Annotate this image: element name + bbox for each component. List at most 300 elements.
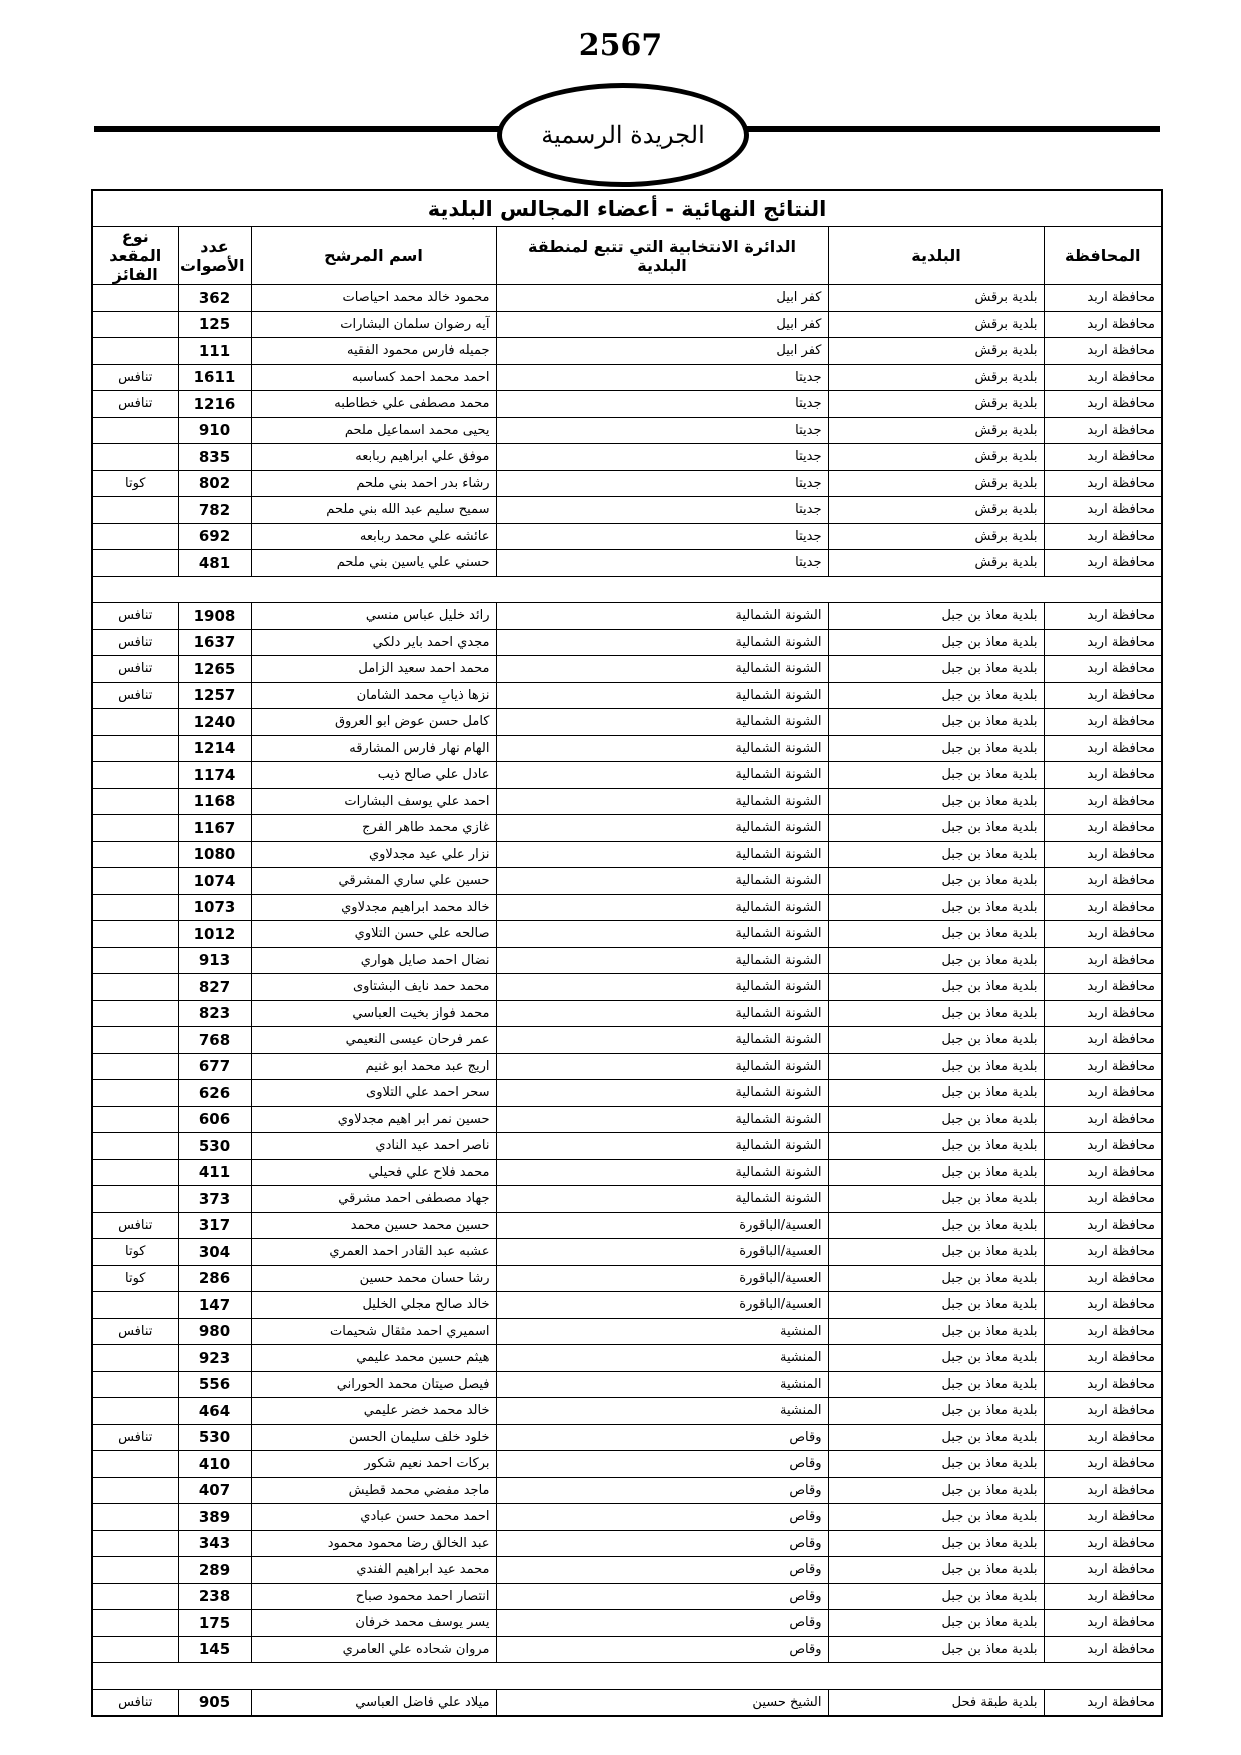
candidate-name-cell: يسر يوسف محمد خرفان xyxy=(251,1610,496,1637)
municipality-cell: بلدية معاذ بن جبل xyxy=(828,868,1044,895)
table-row xyxy=(92,1318,1162,1345)
district-cell: العسية/الباقورة xyxy=(496,1292,828,1319)
governorate-cell: محافظة اربد xyxy=(1044,709,1162,736)
municipality-cell: بلدية معاذ بن جبل xyxy=(828,1398,1044,1425)
votes-cell: 782 xyxy=(178,497,251,524)
municipality-cell: بلدية معاذ بن جبل xyxy=(828,1451,1044,1478)
table-row xyxy=(92,1424,1162,1451)
candidate-name-cell: خالد صالح مجلي الخليل xyxy=(251,1292,496,1319)
table-row xyxy=(92,1345,1162,1372)
table-row xyxy=(92,1689,1162,1716)
governorate-cell: محافظة اربد xyxy=(1044,391,1162,418)
district-cell: الشونة الشمالية xyxy=(496,735,828,762)
header-votes: عدد الأصوات xyxy=(178,227,251,285)
candidate-name-cell: ناصر احمد عيد النادي xyxy=(251,1133,496,1160)
candidate-name-cell: صالحه علي حسن التلاوي xyxy=(251,921,496,948)
seat-type-cell: تنافس xyxy=(92,391,178,418)
votes-cell: 1214 xyxy=(178,735,251,762)
district-cell: الشونة الشمالية xyxy=(496,1106,828,1133)
candidate-name-cell: جميله فارس محمود الفقيه xyxy=(251,338,496,365)
votes-cell: 980 xyxy=(178,1318,251,1345)
seat-type-cell xyxy=(92,788,178,815)
governorate-cell: محافظة اربد xyxy=(1044,921,1162,948)
seat-type-cell xyxy=(92,1530,178,1557)
candidate-name-cell: رشا حسان محمد حسين xyxy=(251,1265,496,1292)
candidate-name-cell: نزار علي عيد مجدلاوي xyxy=(251,841,496,868)
votes-cell: 606 xyxy=(178,1106,251,1133)
district-cell: الشونة الشمالية xyxy=(496,1159,828,1186)
governorate-cell: محافظة اربد xyxy=(1044,1318,1162,1345)
seat-type-cell: تنافس xyxy=(92,656,178,683)
seat-type-cell xyxy=(92,1371,178,1398)
seat-type-cell xyxy=(92,762,178,789)
table-row xyxy=(92,629,1162,656)
seat-type-cell xyxy=(92,1000,178,1027)
district-cell: الشونة الشمالية xyxy=(496,709,828,736)
governorate-cell: محافظة اربد xyxy=(1044,523,1162,550)
governorate-cell: محافظة اربد xyxy=(1044,1477,1162,1504)
seat-type-cell xyxy=(92,1292,178,1319)
municipality-cell: بلدية معاذ بن جبل xyxy=(828,1133,1044,1160)
district-cell: جديتا xyxy=(496,497,828,524)
seat-type-cell xyxy=(92,417,178,444)
district-cell: جديتا xyxy=(496,417,828,444)
table-row xyxy=(92,1080,1162,1107)
seat-type-cell xyxy=(92,497,178,524)
governorate-cell: محافظة اربد xyxy=(1044,682,1162,709)
table-row xyxy=(92,1186,1162,1213)
municipality-cell: بلدية برقش xyxy=(828,364,1044,391)
table-row xyxy=(92,1583,1162,1610)
municipality-cell: بلدية برقش xyxy=(828,523,1044,550)
municipality-cell: بلدية معاذ بن جبل xyxy=(828,1106,1044,1133)
municipality-cell: بلدية معاذ بن جبل xyxy=(828,1530,1044,1557)
municipality-cell: بلدية معاذ بن جبل xyxy=(828,1318,1044,1345)
governorate-cell: محافظة اربد xyxy=(1044,1610,1162,1637)
municipality-cell: بلدية معاذ بن جبل xyxy=(828,682,1044,709)
votes-cell: 910 xyxy=(178,417,251,444)
candidate-name-cell: نزها ذيابِ محمد الشامان xyxy=(251,682,496,709)
municipality-cell: بلدية برقش xyxy=(828,311,1044,338)
candidate-name-cell: عادل علي صالح ذيب xyxy=(251,762,496,789)
district-cell: وقاص xyxy=(496,1477,828,1504)
table-row xyxy=(92,1027,1162,1054)
candidate-name-cell: محمد فواز بخيت العباسي xyxy=(251,1000,496,1027)
table-row xyxy=(92,603,1162,630)
governorate-cell: محافظة اربد xyxy=(1044,444,1162,471)
results-body xyxy=(92,285,1162,1717)
district-cell: جديتا xyxy=(496,444,828,471)
results-table xyxy=(91,189,1163,1717)
municipality-cell: بلدية معاذ بن جبل xyxy=(828,894,1044,921)
district-cell: الشونة الشمالية xyxy=(496,629,828,656)
seat-type-cell xyxy=(92,1636,178,1663)
votes-cell: 530 xyxy=(178,1133,251,1160)
municipality-cell: بلدية معاذ بن جبل xyxy=(828,1265,1044,1292)
municipality-cell: بلدية برقش xyxy=(828,497,1044,524)
candidate-name-cell: احمد محمد احمد كساسبه xyxy=(251,364,496,391)
governorate-cell: محافظة اربد xyxy=(1044,788,1162,815)
votes-cell: 1240 xyxy=(178,709,251,736)
candidate-name-cell: آيه رضوان سلمان البشارات xyxy=(251,311,496,338)
governorate-cell: محافظة اربد xyxy=(1044,1345,1162,1372)
district-cell: الشونة الشمالية xyxy=(496,788,828,815)
district-cell: العسية/الباقورة xyxy=(496,1239,828,1266)
seat-type-cell xyxy=(92,1133,178,1160)
votes-cell: 802 xyxy=(178,470,251,497)
municipality-cell: بلدية معاذ بن جبل xyxy=(828,1239,1044,1266)
table-row xyxy=(92,841,1162,868)
district-cell: الشونة الشمالية xyxy=(496,815,828,842)
district-cell: العسية/الباقورة xyxy=(496,1212,828,1239)
municipality-cell: بلدية معاذ بن جبل xyxy=(828,603,1044,630)
candidate-name-cell: الهام نهار فارس المشارقه xyxy=(251,735,496,762)
governorate-cell: محافظة اربد xyxy=(1044,1027,1162,1054)
table-row xyxy=(92,1636,1162,1663)
votes-cell: 238 xyxy=(178,1583,251,1610)
district-cell: الشونة الشمالية xyxy=(496,947,828,974)
votes-cell: 1257 xyxy=(178,682,251,709)
district-cell: الشونة الشمالية xyxy=(496,921,828,948)
votes-cell: 768 xyxy=(178,1027,251,1054)
district-cell: جديتا xyxy=(496,523,828,550)
governorate-cell: محافظة اربد xyxy=(1044,417,1162,444)
district-cell: الشونة الشمالية xyxy=(496,974,828,1001)
district-cell: الشونة الشمالية xyxy=(496,656,828,683)
table-row xyxy=(92,894,1162,921)
table-row xyxy=(92,974,1162,1001)
governorate-cell: محافظة اربد xyxy=(1044,1265,1162,1292)
table-row xyxy=(92,682,1162,709)
table-row xyxy=(92,311,1162,338)
district-cell: وقاص xyxy=(496,1424,828,1451)
candidate-name-cell: مجدي احمد باير دلكي xyxy=(251,629,496,656)
candidate-name-cell: خالد محمد ابراهيم مجدلاوي xyxy=(251,894,496,921)
votes-cell: 175 xyxy=(178,1610,251,1637)
district-cell: الشونة الشمالية xyxy=(496,762,828,789)
table-row xyxy=(92,1239,1162,1266)
governorate-cell: محافظة اربد xyxy=(1044,1000,1162,1027)
governorate-cell: محافظة اربد xyxy=(1044,735,1162,762)
seat-type-cell xyxy=(92,947,178,974)
table-row xyxy=(92,947,1162,974)
candidate-name-cell: فيصل صيتان محمد الحوراني xyxy=(251,1371,496,1398)
candidate-name-cell: محمد احمد سعيد الزامل xyxy=(251,656,496,683)
candidate-name-cell: محمد حمد نايف البشتاوى xyxy=(251,974,496,1001)
municipality-cell: بلدية معاذ بن جبل xyxy=(828,656,1044,683)
municipality-cell: بلدية معاذ بن جبل xyxy=(828,788,1044,815)
candidate-name-cell: عشبه عبد القادر احمد العمري xyxy=(251,1239,496,1266)
municipality-cell: بلدية معاذ بن جبل xyxy=(828,1345,1044,1372)
municipality-cell: بلدية معاذ بن جبل xyxy=(828,1292,1044,1319)
votes-cell: 913 xyxy=(178,947,251,974)
seat-type-cell: تنافس xyxy=(92,1424,178,1451)
district-cell: الشونة الشمالية xyxy=(496,682,828,709)
candidate-name-cell: حسين علي ساري المشرقي xyxy=(251,868,496,895)
district-cell: العسية/الباقورة xyxy=(496,1265,828,1292)
candidate-name-cell: موفق علي ابراهيم ربابعه xyxy=(251,444,496,471)
seat-type-cell xyxy=(92,523,178,550)
candidate-name-cell: حسني علي ياسين بني ملحم xyxy=(251,550,496,577)
municipality-cell: بلدية برقش xyxy=(828,417,1044,444)
candidate-name-cell: سميح سليم عبد الله بني ملحم xyxy=(251,497,496,524)
district-cell: المنشية xyxy=(496,1318,828,1345)
municipality-cell: بلدية برقش xyxy=(828,391,1044,418)
votes-cell: 827 xyxy=(178,974,251,1001)
table-row xyxy=(92,1557,1162,1584)
group-separator xyxy=(92,1663,1162,1690)
votes-cell: 626 xyxy=(178,1080,251,1107)
votes-cell: 1265 xyxy=(178,656,251,683)
candidate-name-cell: سحر احمد علي التلاوى xyxy=(251,1080,496,1107)
candidate-name-cell: نضال احمد صايل هواري xyxy=(251,947,496,974)
district-cell: وقاص xyxy=(496,1610,828,1637)
seat-type-cell xyxy=(92,709,178,736)
votes-cell: 905 xyxy=(178,1689,251,1716)
governorate-cell: محافظة اربد xyxy=(1044,1133,1162,1160)
governorate-cell: محافظة اربد xyxy=(1044,470,1162,497)
governorate-cell: محافظة اربد xyxy=(1044,1106,1162,1133)
seat-type-cell: كوتا xyxy=(92,1239,178,1266)
governorate-cell: محافظة اربد xyxy=(1044,1159,1162,1186)
governorate-cell: محافظة اربد xyxy=(1044,629,1162,656)
candidate-name-cell: خالد محمد خضر عليمي xyxy=(251,1398,496,1425)
municipality-cell: بلدية معاذ بن جبل xyxy=(828,1080,1044,1107)
municipality-cell: بلدية معاذ بن جبل xyxy=(828,921,1044,948)
header-municipality: البلدية xyxy=(828,227,1044,285)
candidate-name-cell: عبد الخالق رضا محمود محمود xyxy=(251,1530,496,1557)
table-row xyxy=(92,1265,1162,1292)
district-cell: الشونة الشمالية xyxy=(496,1000,828,1027)
district-cell: الشيخ حسين xyxy=(496,1689,828,1716)
votes-cell: 1174 xyxy=(178,762,251,789)
candidate-name-cell: محمود خالد محمد احياصات xyxy=(251,285,496,312)
governorate-cell: محافظة اربد xyxy=(1044,1239,1162,1266)
votes-cell: 1167 xyxy=(178,815,251,842)
governorate-cell: محافظة اربد xyxy=(1044,1451,1162,1478)
votes-cell: 464 xyxy=(178,1398,251,1425)
table-row xyxy=(92,1398,1162,1425)
seat-type-cell: كوتا xyxy=(92,470,178,497)
seat-type-cell xyxy=(92,1398,178,1425)
votes-cell: 530 xyxy=(178,1424,251,1451)
governorate-cell: محافظة اربد xyxy=(1044,311,1162,338)
governorate-cell: محافظة اربد xyxy=(1044,550,1162,577)
candidate-name-cell: احمد محمد حسن عبادي xyxy=(251,1504,496,1531)
seat-type-cell xyxy=(92,815,178,842)
governorate-cell: محافظة اربد xyxy=(1044,1292,1162,1319)
municipality-cell: بلدية معاذ بن جبل xyxy=(828,1000,1044,1027)
header-seat-type: نوع المقعد الفائز xyxy=(92,227,178,285)
table-row xyxy=(92,391,1162,418)
governorate-cell: محافظة اربد xyxy=(1044,762,1162,789)
municipality-cell: بلدية معاذ بن جبل xyxy=(828,762,1044,789)
municipality-cell: بلدية برقش xyxy=(828,444,1044,471)
candidate-name-cell: محمد فلاح علي فحيلي xyxy=(251,1159,496,1186)
seat-type-cell xyxy=(92,1053,178,1080)
governorate-cell: محافظة اربد xyxy=(1044,868,1162,895)
governorate-cell: محافظة اربد xyxy=(1044,841,1162,868)
votes-cell: 407 xyxy=(178,1477,251,1504)
district-cell: المنشية xyxy=(496,1371,828,1398)
district-cell: الشونة الشمالية xyxy=(496,1186,828,1213)
governorate-cell: محافظة اربد xyxy=(1044,1636,1162,1663)
candidate-name-cell: انتصار احمد محمود صباح xyxy=(251,1583,496,1610)
votes-cell: 835 xyxy=(178,444,251,471)
seat-type-cell xyxy=(92,550,178,577)
table-row xyxy=(92,523,1162,550)
candidate-name-cell: عمر فرحان عيسى النعيمي xyxy=(251,1027,496,1054)
seat-type-cell: تنافس xyxy=(92,1318,178,1345)
district-cell: وقاص xyxy=(496,1583,828,1610)
district-cell: وقاص xyxy=(496,1451,828,1478)
district-cell: وقاص xyxy=(496,1530,828,1557)
votes-cell: 286 xyxy=(178,1265,251,1292)
votes-cell: 1637 xyxy=(178,629,251,656)
table-row xyxy=(92,788,1162,815)
table-row xyxy=(92,1000,1162,1027)
district-cell: وقاص xyxy=(496,1557,828,1584)
votes-cell: 289 xyxy=(178,1557,251,1584)
governorate-cell: محافظة اربد xyxy=(1044,1212,1162,1239)
votes-cell: 389 xyxy=(178,1504,251,1531)
municipality-cell: بلدية معاذ بن جبل xyxy=(828,1610,1044,1637)
governorate-cell: محافظة اربد xyxy=(1044,894,1162,921)
municipality-cell: بلدية معاذ بن جبل xyxy=(828,815,1044,842)
governorate-cell: محافظة اربد xyxy=(1044,285,1162,312)
candidate-name-cell: محمد عيد ابراهيم الفندي xyxy=(251,1557,496,1584)
votes-cell: 317 xyxy=(178,1212,251,1239)
governorate-cell: محافظة اربد xyxy=(1044,1371,1162,1398)
governorate-cell: محافظة اربد xyxy=(1044,1504,1162,1531)
governorate-cell: محافظة اربد xyxy=(1044,1424,1162,1451)
table-row xyxy=(92,364,1162,391)
governorate-cell: محافظة اربد xyxy=(1044,1557,1162,1584)
district-cell: جديتا xyxy=(496,550,828,577)
table-row xyxy=(92,1106,1162,1133)
votes-cell: 111 xyxy=(178,338,251,365)
votes-cell: 373 xyxy=(178,1186,251,1213)
votes-cell: 147 xyxy=(178,1292,251,1319)
votes-cell: 343 xyxy=(178,1530,251,1557)
district-cell: وقاص xyxy=(496,1504,828,1531)
district-cell: وقاص xyxy=(496,1636,828,1663)
district-cell: الشونة الشمالية xyxy=(496,1053,828,1080)
votes-cell: 481 xyxy=(178,550,251,577)
seat-type-cell xyxy=(92,338,178,365)
table-row xyxy=(92,417,1162,444)
table-row xyxy=(92,735,1162,762)
municipality-cell: بلدية معاذ بن جبل xyxy=(828,1053,1044,1080)
governorate-cell: محافظة اربد xyxy=(1044,1080,1162,1107)
municipality-cell: بلدية معاذ بن جبل xyxy=(828,735,1044,762)
group-separator-cell xyxy=(92,576,1162,603)
seat-type-cell xyxy=(92,1451,178,1478)
municipality-cell: بلدية معاذ بن جبل xyxy=(828,1371,1044,1398)
candidate-name-cell: يحيى محمد اسماعيل ملحم xyxy=(251,417,496,444)
district-cell: الشونة الشمالية xyxy=(496,868,828,895)
municipality-cell: بلدية معاذ بن جبل xyxy=(828,1027,1044,1054)
governorate-cell: محافظة اربد xyxy=(1044,947,1162,974)
seat-type-cell xyxy=(92,1106,178,1133)
table-row xyxy=(92,921,1162,948)
votes-cell: 823 xyxy=(178,1000,251,1027)
votes-cell: 1168 xyxy=(178,788,251,815)
table-row xyxy=(92,762,1162,789)
district-cell: كفر ابيل xyxy=(496,338,828,365)
table-row xyxy=(92,550,1162,577)
district-cell: الشونة الشمالية xyxy=(496,603,828,630)
seat-type-cell xyxy=(92,311,178,338)
municipality-cell: بلدية برقش xyxy=(828,285,1044,312)
votes-cell: 304 xyxy=(178,1239,251,1266)
municipality-cell: بلدية معاذ بن جبل xyxy=(828,1186,1044,1213)
votes-cell: 410 xyxy=(178,1451,251,1478)
seat-type-cell xyxy=(92,1557,178,1584)
candidate-name-cell: رائد خليل عباس منسي xyxy=(251,603,496,630)
candidate-name-cell: حسين محمد حسين محمد xyxy=(251,1212,496,1239)
seat-type-cell xyxy=(92,1583,178,1610)
governorate-cell: محافظة اربد xyxy=(1044,603,1162,630)
page-number: 2567 xyxy=(578,28,663,63)
municipality-cell: بلدية معاذ بن جبل xyxy=(828,841,1044,868)
votes-cell: 1216 xyxy=(178,391,251,418)
seat-type-cell xyxy=(92,1477,178,1504)
governorate-cell: محافظة اربد xyxy=(1044,1186,1162,1213)
seat-type-cell xyxy=(92,868,178,895)
district-cell: جديتا xyxy=(496,391,828,418)
governorate-cell: محافظة اربد xyxy=(1044,1689,1162,1716)
municipality-cell: بلدية معاذ بن جبل xyxy=(828,1557,1044,1584)
candidate-name-cell: محمد مصطفى علي خطاطبه xyxy=(251,391,496,418)
district-cell: الشونة الشمالية xyxy=(496,1133,828,1160)
candidate-name-cell: احمد علي يوسف البشارات xyxy=(251,788,496,815)
seat-type-cell: تنافس xyxy=(92,1212,178,1239)
seat-type-cell xyxy=(92,894,178,921)
header-rule-right xyxy=(740,126,1160,132)
table-title: النتائج النهائية - أعضاء المجالس البلدية xyxy=(92,190,1162,227)
candidate-name-cell: اسميري احمد مثقال شحيمات xyxy=(251,1318,496,1345)
candidate-name-cell: بركات احمد نعيم شكور xyxy=(251,1451,496,1478)
district-cell: الشونة الشمالية xyxy=(496,1080,828,1107)
candidate-name-cell: مروان شحاده علي العامري xyxy=(251,1636,496,1663)
seat-type-cell: تنافس xyxy=(92,682,178,709)
seat-type-cell xyxy=(92,285,178,312)
seat-type-cell: كوتا xyxy=(92,1265,178,1292)
seat-type-cell xyxy=(92,1504,178,1531)
candidate-name-cell: غازي محمد طاهر الفرج xyxy=(251,815,496,842)
table-row xyxy=(92,1610,1162,1637)
candidate-name-cell: ميلاد علي فاضل العباسي xyxy=(251,1689,496,1716)
votes-cell: 1074 xyxy=(178,868,251,895)
group-separator xyxy=(92,576,1162,603)
candidate-name-cell: هيثم حسين محمد عليمي xyxy=(251,1345,496,1372)
seat-type-cell xyxy=(92,1186,178,1213)
gazette-title: الجريدة الرسمية xyxy=(541,121,705,149)
table-row xyxy=(92,1292,1162,1319)
municipality-cell: بلدية معاذ بن جبل xyxy=(828,1636,1044,1663)
candidate-name-cell: اريج عبد محمد ابو غنيم xyxy=(251,1053,496,1080)
table-row xyxy=(92,1530,1162,1557)
table-row xyxy=(92,1133,1162,1160)
group-separator-cell xyxy=(92,1663,1162,1690)
votes-cell: 923 xyxy=(178,1345,251,1372)
municipality-cell: بلدية طبقة فحل xyxy=(828,1689,1044,1716)
municipality-cell: بلدية معاذ بن جبل xyxy=(828,1424,1044,1451)
table-row xyxy=(92,815,1162,842)
governorate-cell: محافظة اربد xyxy=(1044,338,1162,365)
gazette-title-oval xyxy=(497,83,749,187)
